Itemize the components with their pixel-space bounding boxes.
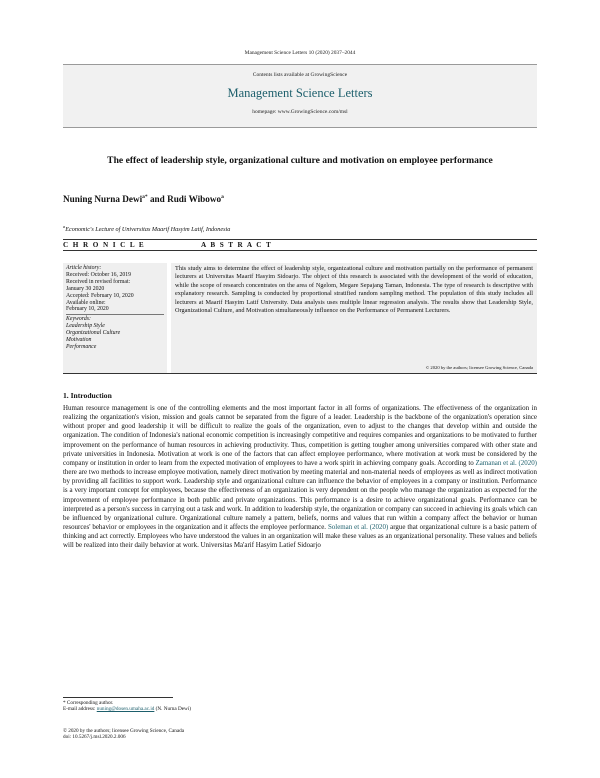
received-date: Received: October 16, 2019: [66, 271, 132, 278]
article-history-box: [63, 263, 167, 373]
keywords-label: Keywords:: [66, 316, 91, 323]
journal-homepage[interactable]: homepage: www.GrowingScience.com/msl: [252, 109, 348, 115]
divider-top: [63, 239, 537, 240]
email-label: E-mail address:: [63, 706, 97, 713]
author-2: Rudi Wibowo: [167, 194, 222, 204]
author-1-sup: a*: [142, 193, 148, 200]
introduction-heading: 1. Introduction: [63, 391, 112, 400]
email-link[interactable]: nuning@dosen.umaha.ac.id: [96, 706, 155, 713]
corresponding-author-note: * Corresponding author.: [63, 700, 114, 706]
running-head: Management Science Letters 10 (2020) 2037–2044: [244, 50, 356, 56]
copyright-line: © 2020 by the authors; licensee Growing Science, Canada: [63, 728, 185, 734]
abstract-heading: A B S T R A C T: [201, 241, 273, 249]
divider-after-abstract: [63, 373, 537, 374]
chronicle-heading: C H R O N I C L E: [63, 241, 146, 249]
accepted-date: Accepted: February 10, 2020: [66, 292, 134, 299]
email-line: [63, 706, 191, 712]
intro-text: argue that organizational culture is a basic pattern of thinking and act correctly. Employees who have understood the values in an organization will make these values as an organizational personality. These values and beliefs will be realized into their daily behavior at work. Universitas Ma'arif Hasyim Latief Sidoarjo: [63, 523, 537, 550]
footnote-divider: [63, 697, 173, 698]
journal-name: Management Science Letters: [227, 86, 373, 100]
authors-and: and: [147, 194, 168, 204]
abstract-text: This study aims to determine the effect of leadership style, organizational culture and motivation partially on the performance of permanent lecturers at Universitas Maarif Hasyim Sidoarjo. The object of this research is associated with the development of the world of education, while the scope of research concentrates on the area of Ngelom, Megare Sepajang Taman, Indonesia. The type of research is descriptive with explanatory research. Sampling is conducted by proportional stratified random sampling method. The population of this study includes all lecturers at Maarif Hasyim Latif University. Data analysis uses multiple linear regression analysis. The results show that Leadership Style, Organizational Culture, and Motivation simultaneously influence on the Performance of Permanent Lecturers.: [175, 265, 533, 315]
author-2-sup: a: [221, 193, 224, 200]
online-label: Available online:: [66, 299, 106, 306]
email-name: (N. Nurna Dewi): [154, 706, 191, 713]
article-title: The effect of leadership style, organizational culture and motivation on employee performance: [107, 155, 493, 166]
banner-contents-line: Contents lists available at GrowingScience: [252, 72, 348, 78]
divider-under-headings: [63, 250, 537, 251]
keyword: Organizational Culture: [66, 330, 121, 337]
author-1: Nuning Nurna Dewi: [63, 194, 143, 204]
citation-link[interactable]: Soleman et al. (2020): [327, 523, 389, 532]
authors-line: [63, 194, 224, 204]
intro-text: Human resource management is one of the controlling elements and the most important factor in all forms of organizations. The effectiveness of the organization in realizing the organization's vision, mission and goals cannot be separated from the figure of a leader. Leadership is the backbone of the organization's operation since without proper and good leadership it will be difficult to realize the goals of the organization, even to adjust to the changes that develop within and outside the organization. The condition of Indonesia's national economic competition is increasingly competitive and requires companies and organizations to be motivated to further improvement on the performance of human resources in achieving productivity. Thus, competition is getting tougher among universities compared with other state and private universities in Indonesia. Motivation at work is one of the factors that can affect employee performance, where motivation at work must be considered by the company or institution in order to learn from the expected motivation of employees to have a work spirit in achieving company goals. According to: [63, 404, 537, 467]
history-label: Article history:: [66, 265, 102, 271]
abstract-copyright: © 2020 by the authors; licensee Growing Science, Canada: [425, 365, 533, 370]
chronicle-divider: [66, 314, 164, 315]
journal-banner: [63, 64, 537, 128]
introduction-body: [63, 404, 537, 551]
keyword: Leadership Style: [66, 323, 105, 330]
revised-label: Received in revised format:: [66, 278, 131, 285]
affiliation-sup: a: [63, 223, 66, 229]
citation-link[interactable]: Zamanan et al. (2020): [475, 458, 537, 467]
intro-text: there are two methods to increase employee motivation, namely direct motivation by meeting material and non-material needs of employees as well as indirect motivation by providing all facilities to support work. Leadership style and organizational culture can influence the behavior of employees in a company or institution. Performance is a very important concept for employees, because the effectiveness of an organization is very dependent on the people who manage the organization as expected for the improvement of employee performance in both public and private organizations. This performance is a desire to achieve organizational goals. Performance can be interpreted as a person's success in carrying out a task and work. In addition to leadership style, the organization or company can succeed in achieving its goals which can be influenced by organizational culture. Organizational culture namely a pattern, beliefs, norms and values that run within a company affect the behavior or human resources' behavior or employees in the organization and it affects the employee performance.: [63, 468, 537, 532]
keyword: Motivation: [66, 337, 92, 344]
abstract-box: [171, 263, 537, 373]
affiliation: [63, 223, 231, 233]
footnote: [63, 700, 191, 713]
revised-date: January 30 2020: [66, 285, 105, 292]
affiliation-text: Economic's Lecture of Universitas Maarif Hasyim Latif, Indonesia: [65, 226, 231, 233]
bottom-copyright: [63, 728, 184, 741]
doi-line: doi: 10.5267/j.msl.2020.2.006: [63, 734, 126, 741]
keyword: Performance: [66, 343, 97, 350]
online-date: February 10, 2020: [66, 306, 109, 313]
